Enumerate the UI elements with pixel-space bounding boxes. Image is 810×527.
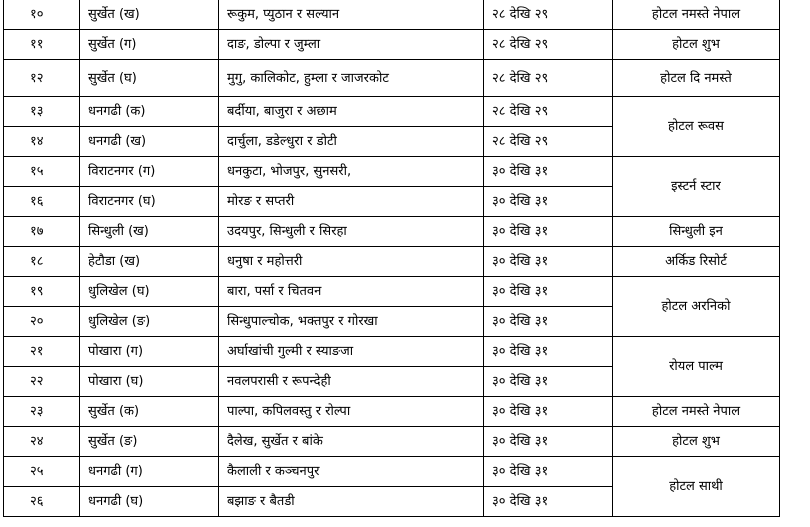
- district-list: सिन्धुपाल्चोक, भक्तपुर र गोरखा: [219, 307, 484, 337]
- district-list: कैलाली र कञ्चनपुर: [219, 457, 484, 487]
- district-list: धनुषा र महोत्तरी: [219, 247, 484, 277]
- table-row: [4, 427, 780, 457]
- date-range: ३० देखि ३१: [484, 457, 613, 487]
- district-list: दैलेख, सुर्खेत र बांके: [219, 427, 484, 457]
- serial-number: ११: [4, 30, 80, 60]
- date-range: ३० देखि ३१: [484, 187, 613, 217]
- hotel-name: रोयल पाल्म: [613, 337, 780, 397]
- date-range: २८ देखि २९: [484, 0, 613, 30]
- hotel-name: होटल नमस्ते नेपाल: [613, 0, 780, 30]
- serial-number: २३: [4, 397, 80, 427]
- serial-number: २४: [4, 427, 80, 457]
- serial-number: १०: [4, 0, 80, 30]
- table-row: [4, 60, 780, 97]
- district-list: धनकुटा, भोजपुर, सुनसरी,: [219, 157, 484, 187]
- serial-number: १९: [4, 277, 80, 307]
- serial-number: १२: [4, 60, 80, 97]
- hotel-name: होटल अरनिको: [613, 277, 780, 337]
- table-row: [4, 337, 780, 367]
- hotel-name: होटल दि नमस्ते: [613, 60, 780, 97]
- branch-name: विराटनगर (ग): [80, 157, 219, 187]
- district-list: अर्घाखांची गुल्मी र स्याङजा: [219, 337, 484, 367]
- district-list: बर्दीया, बाजुरा र अछाम: [219, 97, 484, 127]
- serial-number: १३: [4, 97, 80, 127]
- date-range: ३० देखि ३१: [484, 247, 613, 277]
- hotel-name: होटल रूवस: [613, 97, 780, 157]
- district-list: मोरङ र सप्तरी: [219, 187, 484, 217]
- district-list: दार्चुला, डडेल्धुरा र डोटी: [219, 127, 484, 157]
- branch-name: सुर्खेत (ङ): [80, 427, 219, 457]
- date-range: ३० देखि ३१: [484, 277, 613, 307]
- district-list: रूकुम, प्युठान र सल्यान: [219, 0, 484, 30]
- serial-number: २५: [4, 457, 80, 487]
- serial-number: २६: [4, 487, 80, 517]
- serial-number: १५: [4, 157, 80, 187]
- date-range: ३० देखि ३१: [484, 397, 613, 427]
- table-row: [4, 277, 780, 307]
- branch-name: धनगढी (क): [80, 97, 219, 127]
- table-row: [4, 97, 780, 127]
- district-list: दाङ, डोल्पा र जुम्ला: [219, 30, 484, 60]
- date-range: ३० देखि ३१: [484, 217, 613, 247]
- district-list: मुगु, कालिकोट, हुम्ला र जाजरकोट: [219, 60, 484, 97]
- table-row: [4, 157, 780, 187]
- hotel-name: होटल शुभ: [613, 30, 780, 60]
- branch-name: सुर्खेत (क): [80, 397, 219, 427]
- table-row: [4, 397, 780, 427]
- date-range: ३० देखि ३१: [484, 157, 613, 187]
- date-range: ३० देखि ३१: [484, 337, 613, 367]
- table-row: [4, 217, 780, 247]
- serial-number: २२: [4, 367, 80, 397]
- district-list: नवलपरासी र रूपन्देही: [219, 367, 484, 397]
- branch-name: विराटनगर (घ): [80, 187, 219, 217]
- branch-name: धुलिखेल (घ): [80, 277, 219, 307]
- table-row: [4, 457, 780, 487]
- district-list: पाल्पा, कपिलवस्तु र रोल्पा: [219, 397, 484, 427]
- branch-name: सुर्खेत (ख): [80, 0, 219, 30]
- district-list: बारा, पर्सा र चितवन: [219, 277, 484, 307]
- hotel-name: इस्टर्न स्टार: [613, 157, 780, 217]
- branch-name: धनगढी (घ): [80, 487, 219, 517]
- serial-number: २०: [4, 307, 80, 337]
- table-row: [4, 30, 780, 60]
- date-range: २८ देखि २९: [484, 60, 613, 97]
- training-schedule-table: [3, 0, 780, 517]
- hotel-name: अर्किड रिसोर्ट: [613, 247, 780, 277]
- date-range: २८ देखि २९: [484, 97, 613, 127]
- branch-name: हेटौडा (ख): [80, 247, 219, 277]
- date-range: ३० देखि ३१: [484, 367, 613, 397]
- serial-number: २१: [4, 337, 80, 367]
- hotel-name: होटल साथी: [613, 457, 780, 517]
- branch-name: धुलिखेल (ङ): [80, 307, 219, 337]
- district-list: उदयपुर, सिन्धुली र सिरहा: [219, 217, 484, 247]
- date-range: ३० देखि ३१: [484, 307, 613, 337]
- branch-name: सिन्धुली (ख): [80, 217, 219, 247]
- hotel-name: होटल नमस्ते नेपाल: [613, 397, 780, 427]
- district-list: बझाङ र बैतडी: [219, 487, 484, 517]
- hotel-name: सिन्धुली इन: [613, 217, 780, 247]
- date-range: ३० देखि ३१: [484, 487, 613, 517]
- serial-number: १४: [4, 127, 80, 157]
- date-range: २८ देखि २९: [484, 127, 613, 157]
- serial-number: १७: [4, 217, 80, 247]
- branch-name: धनगढी (ग): [80, 457, 219, 487]
- branch-name: सुर्खेत (ग): [80, 30, 219, 60]
- hotel-name: होटल शुभ: [613, 427, 780, 457]
- date-range: ३० देखि ३१: [484, 427, 613, 457]
- date-range: २८ देखि २९: [484, 30, 613, 60]
- branch-name: सुर्खेत (घ): [80, 60, 219, 97]
- branch-name: पोखारा (ग): [80, 337, 219, 367]
- table-row: [4, 0, 780, 30]
- table-row: [4, 247, 780, 277]
- branch-name: पोखारा (घ): [80, 367, 219, 397]
- serial-number: १६: [4, 187, 80, 217]
- branch-name: धनगढी (ख): [80, 127, 219, 157]
- serial-number: १८: [4, 247, 80, 277]
